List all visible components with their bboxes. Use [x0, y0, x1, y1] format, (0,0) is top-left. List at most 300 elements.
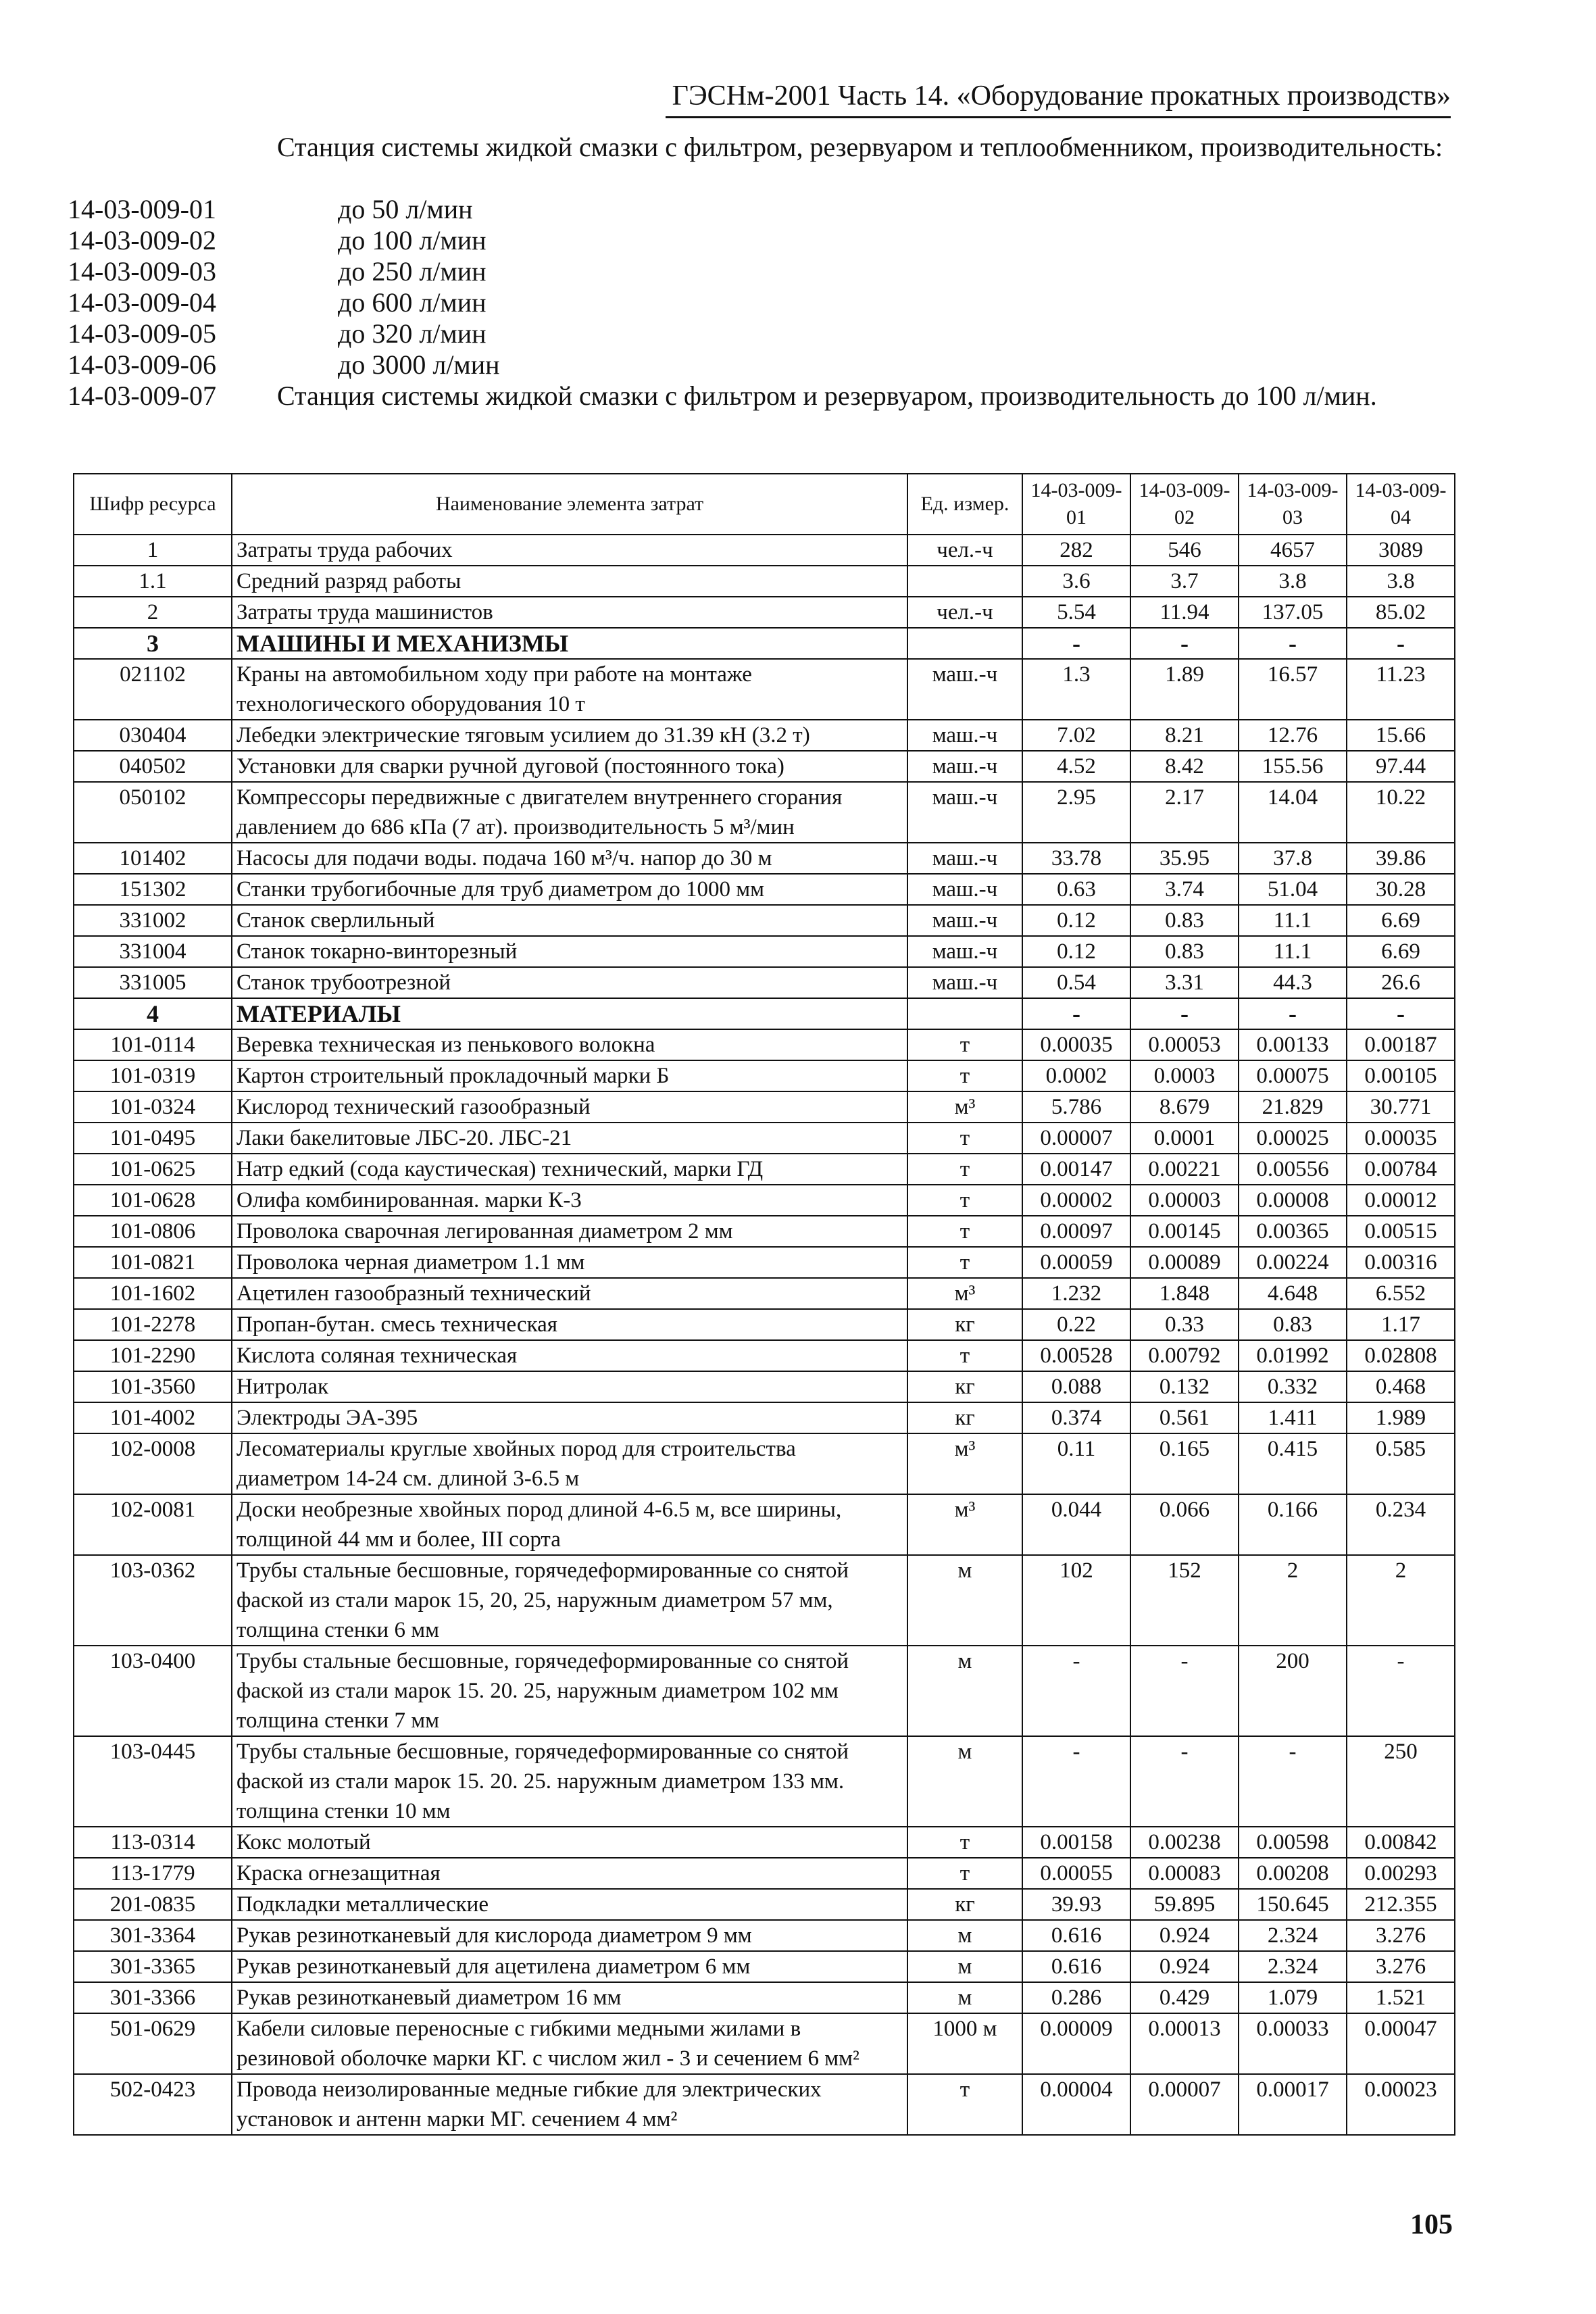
item-code: 14-03-009-02	[68, 225, 216, 255]
cell-value: 0.00145	[1130, 1216, 1239, 1247]
table-header-row	[74, 474, 1455, 535]
cell-value: 1.89	[1130, 659, 1239, 720]
cell-code: 103-0362	[74, 1555, 232, 1646]
cell-value: -	[1347, 998, 1455, 1029]
cell-value: 97.44	[1347, 751, 1455, 782]
cell-value: 0.00105	[1347, 1060, 1455, 1091]
cell-value: 2.17	[1130, 782, 1239, 843]
cell-name: МАШИНЫ И МЕХАНИЗМЫ	[232, 628, 907, 659]
cell-value: 0.83	[1130, 936, 1239, 967]
cell-value: 4657	[1239, 535, 1347, 566]
cell-value: 14.04	[1239, 782, 1347, 843]
cell-value: 3.8	[1239, 566, 1347, 597]
table-row	[74, 936, 1455, 967]
table-row	[74, 782, 1455, 843]
table-row	[74, 1091, 1455, 1123]
intro-lead: Станция системы жидкой смазки с фильтром, резервуаром и теплообменником, производительность:	[277, 132, 1443, 162]
cell-name: Лебедки электрические тяговым усилием до 31.39 кН (3.2 т)	[232, 720, 907, 751]
cell-name: Кислота соляная техническая	[232, 1340, 907, 1371]
col-header-variant: 14-03-009-01	[1022, 474, 1130, 535]
cell-code: 040502	[74, 751, 232, 782]
cell-value: 11.23	[1347, 659, 1455, 720]
cell-value: 0.00007	[1130, 2074, 1239, 2135]
cell-unit: м	[907, 1736, 1022, 1827]
cell-value: 0.00528	[1022, 1340, 1130, 1371]
cell-value: 0.00013	[1130, 2013, 1239, 2074]
cell-name: Провода неизолированные медные гибкие для электрических установок и антенн марки МГ. сечением 4 мм²	[232, 2074, 907, 2135]
cell-value: 0.132	[1130, 1371, 1239, 1402]
cell-value: 6.69	[1347, 905, 1455, 936]
col-header-variant: 14-03-009-04	[1347, 474, 1455, 535]
table-row	[74, 1736, 1455, 1827]
cell-unit: м³	[907, 1433, 1022, 1494]
item-text: до 50 л/мин	[338, 194, 473, 224]
cell-code: 113-1779	[74, 1858, 232, 1889]
item-text: до 250 л/мин	[338, 256, 487, 287]
cell-value: 0.00025	[1239, 1123, 1347, 1154]
cell-value: 0.00097	[1022, 1216, 1130, 1247]
cell-value: -	[1022, 1736, 1130, 1827]
cell-unit: чел.-ч	[907, 597, 1022, 628]
cell-name: Насосы для подачи воды. подача 160 м³/ч. напор до 30 м	[232, 843, 907, 874]
cell-value: 8.21	[1130, 720, 1239, 751]
table-row	[74, 1889, 1455, 1920]
cell-value: 150.645	[1239, 1889, 1347, 1920]
col-header-unit: Ед. измер.	[907, 474, 1022, 535]
table-row	[74, 1123, 1455, 1154]
cell-value: 1.521	[1347, 1982, 1455, 2013]
cell-value: 0.415	[1239, 1433, 1347, 1494]
cell-value: 0.00059	[1022, 1247, 1130, 1278]
cell-value: 0.166	[1239, 1494, 1347, 1555]
cell-value: 0.00033	[1239, 2013, 1347, 2074]
cell-value: 0.00047	[1347, 2013, 1455, 2074]
cell-unit: т	[907, 1154, 1022, 1185]
table-row	[74, 1920, 1455, 1951]
cell-code: 201-0835	[74, 1889, 232, 1920]
cell-code: 3	[74, 628, 232, 659]
table-row	[74, 1494, 1455, 1555]
cell-code: 103-0400	[74, 1646, 232, 1736]
cell-value: -	[1239, 628, 1347, 659]
cell-value: 0.00089	[1130, 1247, 1239, 1278]
cell-unit: маш.-ч	[907, 751, 1022, 782]
cell-value: 0.22	[1022, 1309, 1130, 1340]
cell-code: 301-3366	[74, 1982, 232, 2013]
cell-name: Станок трубоотрезной	[232, 967, 907, 998]
cell-value: 0.12	[1022, 905, 1130, 936]
cell-value: 0.00842	[1347, 1827, 1455, 1858]
cell-value: 155.56	[1239, 751, 1347, 782]
cell-value: 0.00017	[1239, 2074, 1347, 2135]
cell-value: 0.066	[1130, 1494, 1239, 1555]
cell-value: 0.00598	[1239, 1827, 1347, 1858]
cell-value: 26.6	[1347, 967, 1455, 998]
cell-value: -	[1239, 1736, 1347, 1827]
cell-code: 1	[74, 535, 232, 566]
cell-name: Пропан-бутан. смесь техническая	[232, 1309, 907, 1340]
cell-value: 200	[1239, 1646, 1347, 1736]
table-row	[74, 659, 1455, 720]
item-text: до 3000 л/мин	[338, 349, 500, 380]
cell-code: 102-0081	[74, 1494, 232, 1555]
cell-code: 101-2278	[74, 1309, 232, 1340]
item-text: до 100 л/мин	[338, 225, 487, 255]
section-row	[74, 628, 1455, 659]
cell-value: 35.95	[1130, 843, 1239, 874]
cell-value: -	[1130, 628, 1239, 659]
cell-code: 101-0495	[74, 1123, 232, 1154]
cell-name: Проволока сварочная легированная диаметром 2 мм	[232, 1216, 907, 1247]
cell-value: 6.552	[1347, 1278, 1455, 1309]
cell-value: 0.00023	[1347, 2074, 1455, 2135]
cell-value: 2	[1239, 1555, 1347, 1646]
cell-value: 282	[1022, 535, 1130, 566]
cell-name: Проволока черная диаметром 1.1 мм	[232, 1247, 907, 1278]
cell-value: 16.57	[1239, 659, 1347, 720]
cell-code: 101402	[74, 843, 232, 874]
cell-value: -	[1022, 998, 1130, 1029]
cell-code: 151302	[74, 874, 232, 905]
cell-code: 101-0821	[74, 1247, 232, 1278]
cell-unit: м³	[907, 1278, 1022, 1309]
table-row	[74, 1433, 1455, 1494]
cell-value: 0.00007	[1022, 1123, 1130, 1154]
resource-table	[73, 473, 1455, 2136]
cell-value: 1.848	[1130, 1278, 1239, 1309]
cell-name: Кокс молотый	[232, 1827, 907, 1858]
cell-value: 0.088	[1022, 1371, 1130, 1402]
cell-value: 3.8	[1347, 566, 1455, 597]
cell-value: 250	[1347, 1736, 1455, 1827]
cell-value: 11.1	[1239, 936, 1347, 967]
cell-name: Картон строительный прокладочный марки Б	[232, 1060, 907, 1091]
cell-code: 103-0445	[74, 1736, 232, 1827]
cell-code: 101-0806	[74, 1216, 232, 1247]
cell-code: 102-0008	[74, 1433, 232, 1494]
table-row	[74, 751, 1455, 782]
col-header-variant: 14-03-009-02	[1130, 474, 1239, 535]
cell-value: 4.52	[1022, 751, 1130, 782]
cell-value: 0.00003	[1130, 1185, 1239, 1216]
cell-value: 0.429	[1130, 1982, 1239, 2013]
item-code: 14-03-009-06	[68, 349, 216, 380]
cell-value: 0.54	[1022, 967, 1130, 998]
cell-unit: кг	[907, 1309, 1022, 1340]
cell-name: Трубы стальные бесшовные, горячедеформированные со снятой фаской из стали марок 15, 20, 25, наружным диаметром 57 мм, толщина стенки 6 мм	[232, 1555, 907, 1646]
item-text: до 600 л/мин	[338, 287, 487, 318]
cell-unit: маш.-ч	[907, 843, 1022, 874]
cell-value: 0.00055	[1022, 1858, 1130, 1889]
cell-value: 2.95	[1022, 782, 1130, 843]
cell-name: Олифа комбинированная. марки К-3	[232, 1185, 907, 1216]
cell-code: 101-0628	[74, 1185, 232, 1216]
cell-value: 0.00365	[1239, 1216, 1347, 1247]
table-row	[74, 720, 1455, 751]
cell-unit: т	[907, 1123, 1022, 1154]
col-header-variant: 14-03-009-03	[1239, 474, 1347, 535]
cell-code: 331004	[74, 936, 232, 967]
cell-value: 0.00515	[1347, 1216, 1455, 1247]
cell-value: 0.00316	[1347, 1247, 1455, 1278]
cell-unit: т	[907, 1185, 1022, 1216]
table-row	[74, 1982, 1455, 2013]
cell-unit	[907, 998, 1022, 1029]
cell-value: 44.3	[1239, 967, 1347, 998]
cell-value: -	[1022, 628, 1130, 659]
cell-code: 502-0423	[74, 2074, 232, 2135]
table-row	[74, 1247, 1455, 1278]
table-row	[74, 1340, 1455, 1371]
section-row	[74, 998, 1455, 1029]
cell-value: 11.94	[1130, 597, 1239, 628]
table-row	[74, 967, 1455, 998]
item-code: 14-03-009-04	[68, 287, 216, 318]
cell-value: 15.66	[1347, 720, 1455, 751]
cell-value: 8.42	[1130, 751, 1239, 782]
cell-value: 10.22	[1347, 782, 1455, 843]
table-row	[74, 597, 1455, 628]
cell-value: 6.69	[1347, 936, 1455, 967]
cell-value: 0.00035	[1022, 1029, 1130, 1060]
cell-name: Компрессоры передвижные с двигателем внутреннего сгорания давлением до 686 кПа (7 ат). производительность 5 м³/мин	[232, 782, 907, 843]
cell-value: 137.05	[1239, 597, 1347, 628]
cell-value: 11.1	[1239, 905, 1347, 936]
col-header-code: Шифр ресурса	[74, 474, 232, 535]
cell-value: 0.00133	[1239, 1029, 1347, 1060]
cell-unit: маш.-ч	[907, 782, 1022, 843]
cell-name: Рукав резинотканевый для кислорода диаметром 9 мм	[232, 1920, 907, 1951]
cell-value: 1.232	[1022, 1278, 1130, 1309]
cell-unit: м³	[907, 1091, 1022, 1123]
cell-name: Веревка техническая из пенькового волокна	[232, 1029, 907, 1060]
cell-value: 39.93	[1022, 1889, 1130, 1920]
cell-unit: м	[907, 1920, 1022, 1951]
cell-value: 546	[1130, 535, 1239, 566]
cell-value: 0.00221	[1130, 1154, 1239, 1185]
cell-value: 3.74	[1130, 874, 1239, 905]
cell-value: 0.924	[1130, 1951, 1239, 1982]
cell-value: 0.00075	[1239, 1060, 1347, 1091]
cell-value: 1.079	[1239, 1982, 1347, 2013]
cell-code: 301-3365	[74, 1951, 232, 1982]
cell-value: 0.00238	[1130, 1827, 1239, 1858]
table-row	[74, 1951, 1455, 1982]
cell-value: 3089	[1347, 535, 1455, 566]
cell-unit: маш.-ч	[907, 720, 1022, 751]
cell-value: 2.324	[1239, 1920, 1347, 1951]
item-code: 14-03-009-03	[68, 256, 216, 287]
cell-value: 0.468	[1347, 1371, 1455, 1402]
cell-value: -	[1130, 998, 1239, 1029]
cell-code: 1.1	[74, 566, 232, 597]
item-code: 14-03-009-05	[68, 318, 216, 349]
cell-value: 1.411	[1239, 1402, 1347, 1433]
cell-value: 0.165	[1130, 1433, 1239, 1494]
cell-unit: м	[907, 1951, 1022, 1982]
cell-name: Трубы стальные бесшовные, горячедеформированные со снятой фаской из стали марок 15. 20. 25, наружным диаметром 102 мм толщина стенки 7 мм	[232, 1646, 907, 1736]
cell-name: Станок токарно-винторезный	[232, 936, 907, 967]
cell-name: Кабели силовые переносные с гибкими медными жилами в резиновой оболочке марки КГ. с числом жил - 3 и сечением 6 мм²	[232, 2013, 907, 2074]
cell-value: 0.00147	[1022, 1154, 1130, 1185]
cell-unit: т	[907, 1827, 1022, 1858]
cell-value: 0.00004	[1022, 2074, 1130, 2135]
cell-code: 101-0319	[74, 1060, 232, 1091]
cell-name: Натр едкий (сода каустическая) технический, марки ГД	[232, 1154, 907, 1185]
cell-value: 0.63	[1022, 874, 1130, 905]
cell-code: 101-0324	[74, 1091, 232, 1123]
cell-name: Трубы стальные бесшовные, горячедеформированные со снятой фаской из стали марок 15. 20. 25. наружным диаметром 133 мм. толщина стенки 10 мм	[232, 1736, 907, 1827]
cell-value: 0.585	[1347, 1433, 1455, 1494]
cell-value: 51.04	[1239, 874, 1347, 905]
cell-unit: м	[907, 1555, 1022, 1646]
table-row	[74, 905, 1455, 936]
cell-value: -	[1022, 1646, 1130, 1736]
cell-name: Подкладки металлические	[232, 1889, 907, 1920]
cell-value: 30.28	[1347, 874, 1455, 905]
cell-code: 2	[74, 597, 232, 628]
cell-value: -	[1239, 998, 1347, 1029]
cell-name: Лесоматериалы круглые хвойных пород для строительства диаметром 14-24 см. длиной 3-6.5 м	[232, 1433, 907, 1494]
cell-value: 0.00187	[1347, 1029, 1455, 1060]
cell-value: 0.00293	[1347, 1858, 1455, 1889]
cell-value: 85.02	[1347, 597, 1455, 628]
item-code: 14-03-009-07	[68, 380, 216, 411]
cell-value: 0.01992	[1239, 1340, 1347, 1371]
cell-unit	[907, 628, 1022, 659]
cell-value: 39.86	[1347, 843, 1455, 874]
cell-unit: т	[907, 1858, 1022, 1889]
cell-unit: чел.-ч	[907, 535, 1022, 566]
table-row	[74, 1309, 1455, 1340]
cell-value: 0.00083	[1130, 1858, 1239, 1889]
cell-value: 0.234	[1347, 1494, 1455, 1555]
cell-value: 0.374	[1022, 1402, 1130, 1433]
table-row	[74, 1154, 1455, 1185]
cell-value: 0.044	[1022, 1494, 1130, 1555]
cell-code: 050102	[74, 782, 232, 843]
cell-unit: кг	[907, 1889, 1022, 1920]
cell-value: 0.00002	[1022, 1185, 1130, 1216]
cell-value: -	[1130, 1736, 1239, 1827]
cell-value: 0.0001	[1130, 1123, 1239, 1154]
cell-name: Нитролак	[232, 1371, 907, 1402]
table-row	[74, 1029, 1455, 1060]
cell-value: -	[1347, 628, 1455, 659]
cell-name: Краны на автомобильном ходу при работе на монтаже технологического оборудования 10 т	[232, 659, 907, 720]
cell-value: 0.83	[1130, 905, 1239, 936]
cell-code: 101-3560	[74, 1371, 232, 1402]
table-body	[74, 535, 1455, 2135]
table-row	[74, 1402, 1455, 1433]
table-row	[74, 1646, 1455, 1736]
cell-value: 0.11	[1022, 1433, 1130, 1494]
cell-value: 37.8	[1239, 843, 1347, 874]
cell-unit	[907, 566, 1022, 597]
cell-value: 0.02808	[1347, 1340, 1455, 1371]
table-row	[74, 1278, 1455, 1309]
cell-value: 3.6	[1022, 566, 1130, 597]
page-header: ГЭСНм-2001 Часть 14. «Оборудование прокатных производств»	[666, 76, 1451, 118]
cell-value: 4.648	[1239, 1278, 1347, 1309]
table-row	[74, 1827, 1455, 1858]
cell-code: 101-0625	[74, 1154, 232, 1185]
cell-value: 0.00009	[1022, 2013, 1130, 2074]
cell-value: 2	[1347, 1555, 1455, 1646]
cell-unit: м	[907, 1646, 1022, 1736]
cell-name: Станки трубогибочные для труб диаметром до 1000 мм	[232, 874, 907, 905]
cell-name: Ацетилен газообразный технический	[232, 1278, 907, 1309]
cell-name: Средний разряд работы	[232, 566, 907, 597]
cell-value: 0.00792	[1130, 1340, 1239, 1371]
cell-value: -	[1130, 1646, 1239, 1736]
table-row	[74, 874, 1455, 905]
cell-name: Установки для сварки ручной дуговой (постоянного тока)	[232, 751, 907, 782]
cell-unit: 1000 м	[907, 2013, 1022, 2074]
cell-value: 0.00053	[1130, 1029, 1239, 1060]
cell-value: 0.12	[1022, 936, 1130, 967]
cell-name: Электроды ЭА-395	[232, 1402, 907, 1433]
cell-value: 0.332	[1239, 1371, 1347, 1402]
cell-value: 0.00784	[1347, 1154, 1455, 1185]
cell-name: Затраты труда машинистов	[232, 597, 907, 628]
table-row	[74, 1555, 1455, 1646]
cell-value: 5.54	[1022, 597, 1130, 628]
cell-code: 030404	[74, 720, 232, 751]
table-row	[74, 1185, 1455, 1216]
table-row	[74, 535, 1455, 566]
cell-name: Затраты труда рабочих	[232, 535, 907, 566]
cell-name: Рукав резинотканевый диаметром 16 мм	[232, 1982, 907, 2013]
item-text: до 320 л/мин	[338, 318, 487, 349]
cell-value: 152	[1130, 1555, 1239, 1646]
cell-value: 2.324	[1239, 1951, 1347, 1982]
cell-name: Рукав резинотканевый для ацетилена диаметром 6 мм	[232, 1951, 907, 1982]
table-row	[74, 1060, 1455, 1091]
table-row	[74, 566, 1455, 597]
cell-code: 113-0314	[74, 1827, 232, 1858]
cell-value: 0.83	[1239, 1309, 1347, 1340]
cell-unit: маш.-ч	[907, 936, 1022, 967]
table-row	[74, 1216, 1455, 1247]
cell-name: Краска огнезащитная	[232, 1858, 907, 1889]
cell-value: 0.00224	[1239, 1247, 1347, 1278]
cell-value: 0.616	[1022, 1920, 1130, 1951]
cell-value: 0.286	[1022, 1982, 1130, 2013]
cell-value: 0.0003	[1130, 1060, 1239, 1091]
col-header-name: Наименование элемента затрат	[232, 474, 907, 535]
cell-value: 0.33	[1130, 1309, 1239, 1340]
cell-unit: м	[907, 1982, 1022, 2013]
cell-code: 501-0629	[74, 2013, 232, 2074]
cell-unit: т	[907, 1029, 1022, 1060]
cell-value: 102	[1022, 1555, 1130, 1646]
cell-value: 0.00035	[1347, 1123, 1455, 1154]
cell-value: 0.924	[1130, 1920, 1239, 1951]
cell-code: 101-4002	[74, 1402, 232, 1433]
cell-unit: маш.-ч	[907, 874, 1022, 905]
cell-unit: кг	[907, 1402, 1022, 1433]
cell-code: 101-2290	[74, 1340, 232, 1371]
cell-unit: т	[907, 1247, 1022, 1278]
cell-value: 0.616	[1022, 1951, 1130, 1982]
cell-value: 0.561	[1130, 1402, 1239, 1433]
cell-value: 3.276	[1347, 1920, 1455, 1951]
item-text: Станция системы жидкой смазки с фильтром и резервуаром, производительность до 100 л/мин.	[277, 380, 1377, 411]
cell-unit: т	[907, 1060, 1022, 1091]
cell-value: 5.786	[1022, 1091, 1130, 1123]
cell-value: 0.00008	[1239, 1185, 1347, 1216]
